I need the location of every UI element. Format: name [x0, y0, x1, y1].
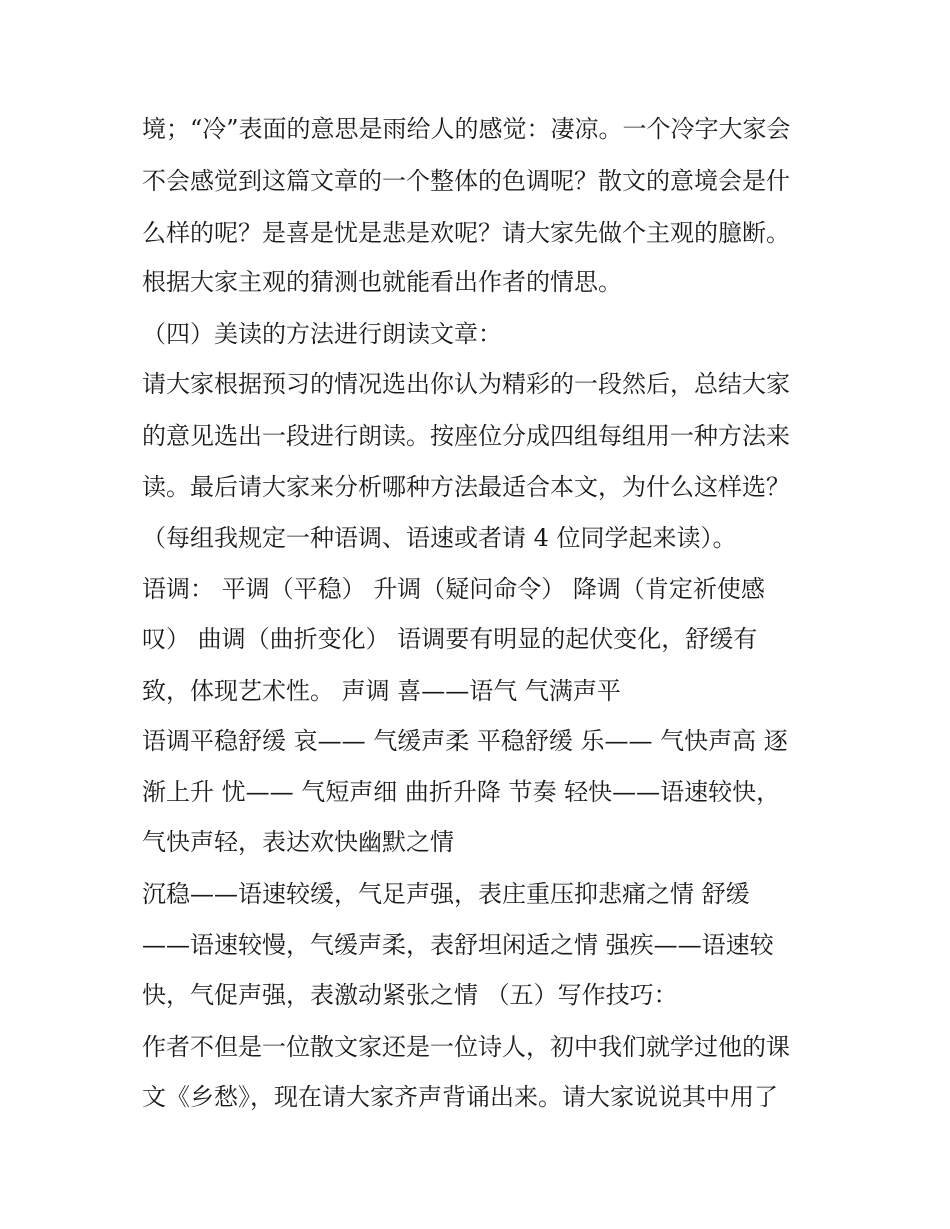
- text-line: 气快声轻，表达欢快幽默之情: [142, 828, 454, 856]
- text-line: 么样的呢？是喜是忧是悲是欢呢？请大家先做个主观的臆断。: [142, 219, 790, 247]
- text-line: 文《乡愁》，现在请大家齐声背诵出来。请大家说说其中用了: [142, 1083, 778, 1111]
- text-line: 致，体现艺术性。 声调 喜——语气 气满声平: [142, 677, 621, 705]
- text-line: 沉稳——语速较缓，气足声强，表庄重压抑悲痛之情 舒缓: [142, 880, 750, 908]
- text-line: 渐上升 忧—— 气短声细 曲折升降 节奏 轻快——语速较快，: [142, 778, 781, 806]
- text-line: 快，气促声强，表激动紧张之情 （五）写作技巧：: [142, 981, 678, 1009]
- text-line: 读。最后请大家来分析哪种方法最适合本文，为什么这样选？: [142, 473, 790, 501]
- text-line: （每组我规定一种语调、语速或者请 4 位同学起来读）。: [142, 524, 737, 552]
- text-line: 语调平稳舒缓 哀—— 气缓声柔 平稳舒缓 乐—— 气快声高 逐: [142, 727, 788, 755]
- text-line: 境；“冷”表面的意思是雨给人的感觉：凄凉。一个冷字大家会: [142, 115, 791, 143]
- section-heading: （四）美读的方法进行朗读文章：: [142, 320, 502, 348]
- text-line: 叹） 曲调（曲折变化） 语调要有明显的起伏变化，舒缓有: [142, 625, 758, 653]
- text-line: 作者不但是一位散文家还是一位诗人，初中我们就学过他的课: [142, 1033, 790, 1061]
- text-line: 请大家根据预习的情况选出你认为精彩的一段然后，总结大家: [142, 370, 790, 398]
- text-line: 不会感觉到这篇文章的一个整体的色调呢？散文的意境会是什: [142, 167, 790, 195]
- text-line: 根据大家主观的猜测也就能看出作者的情思。: [142, 268, 622, 296]
- text-line: 语调： 平调（平稳） 升调（疑问命令） 降调（肯定祈使感: [142, 575, 765, 603]
- text-line: ——语速较慢，气缓声柔，表舒坦闲适之情 强疾——语速较: [142, 931, 774, 959]
- text-line: 的意见选出一段进行朗读。按座位分成四组每组用一种方法来: [142, 422, 790, 450]
